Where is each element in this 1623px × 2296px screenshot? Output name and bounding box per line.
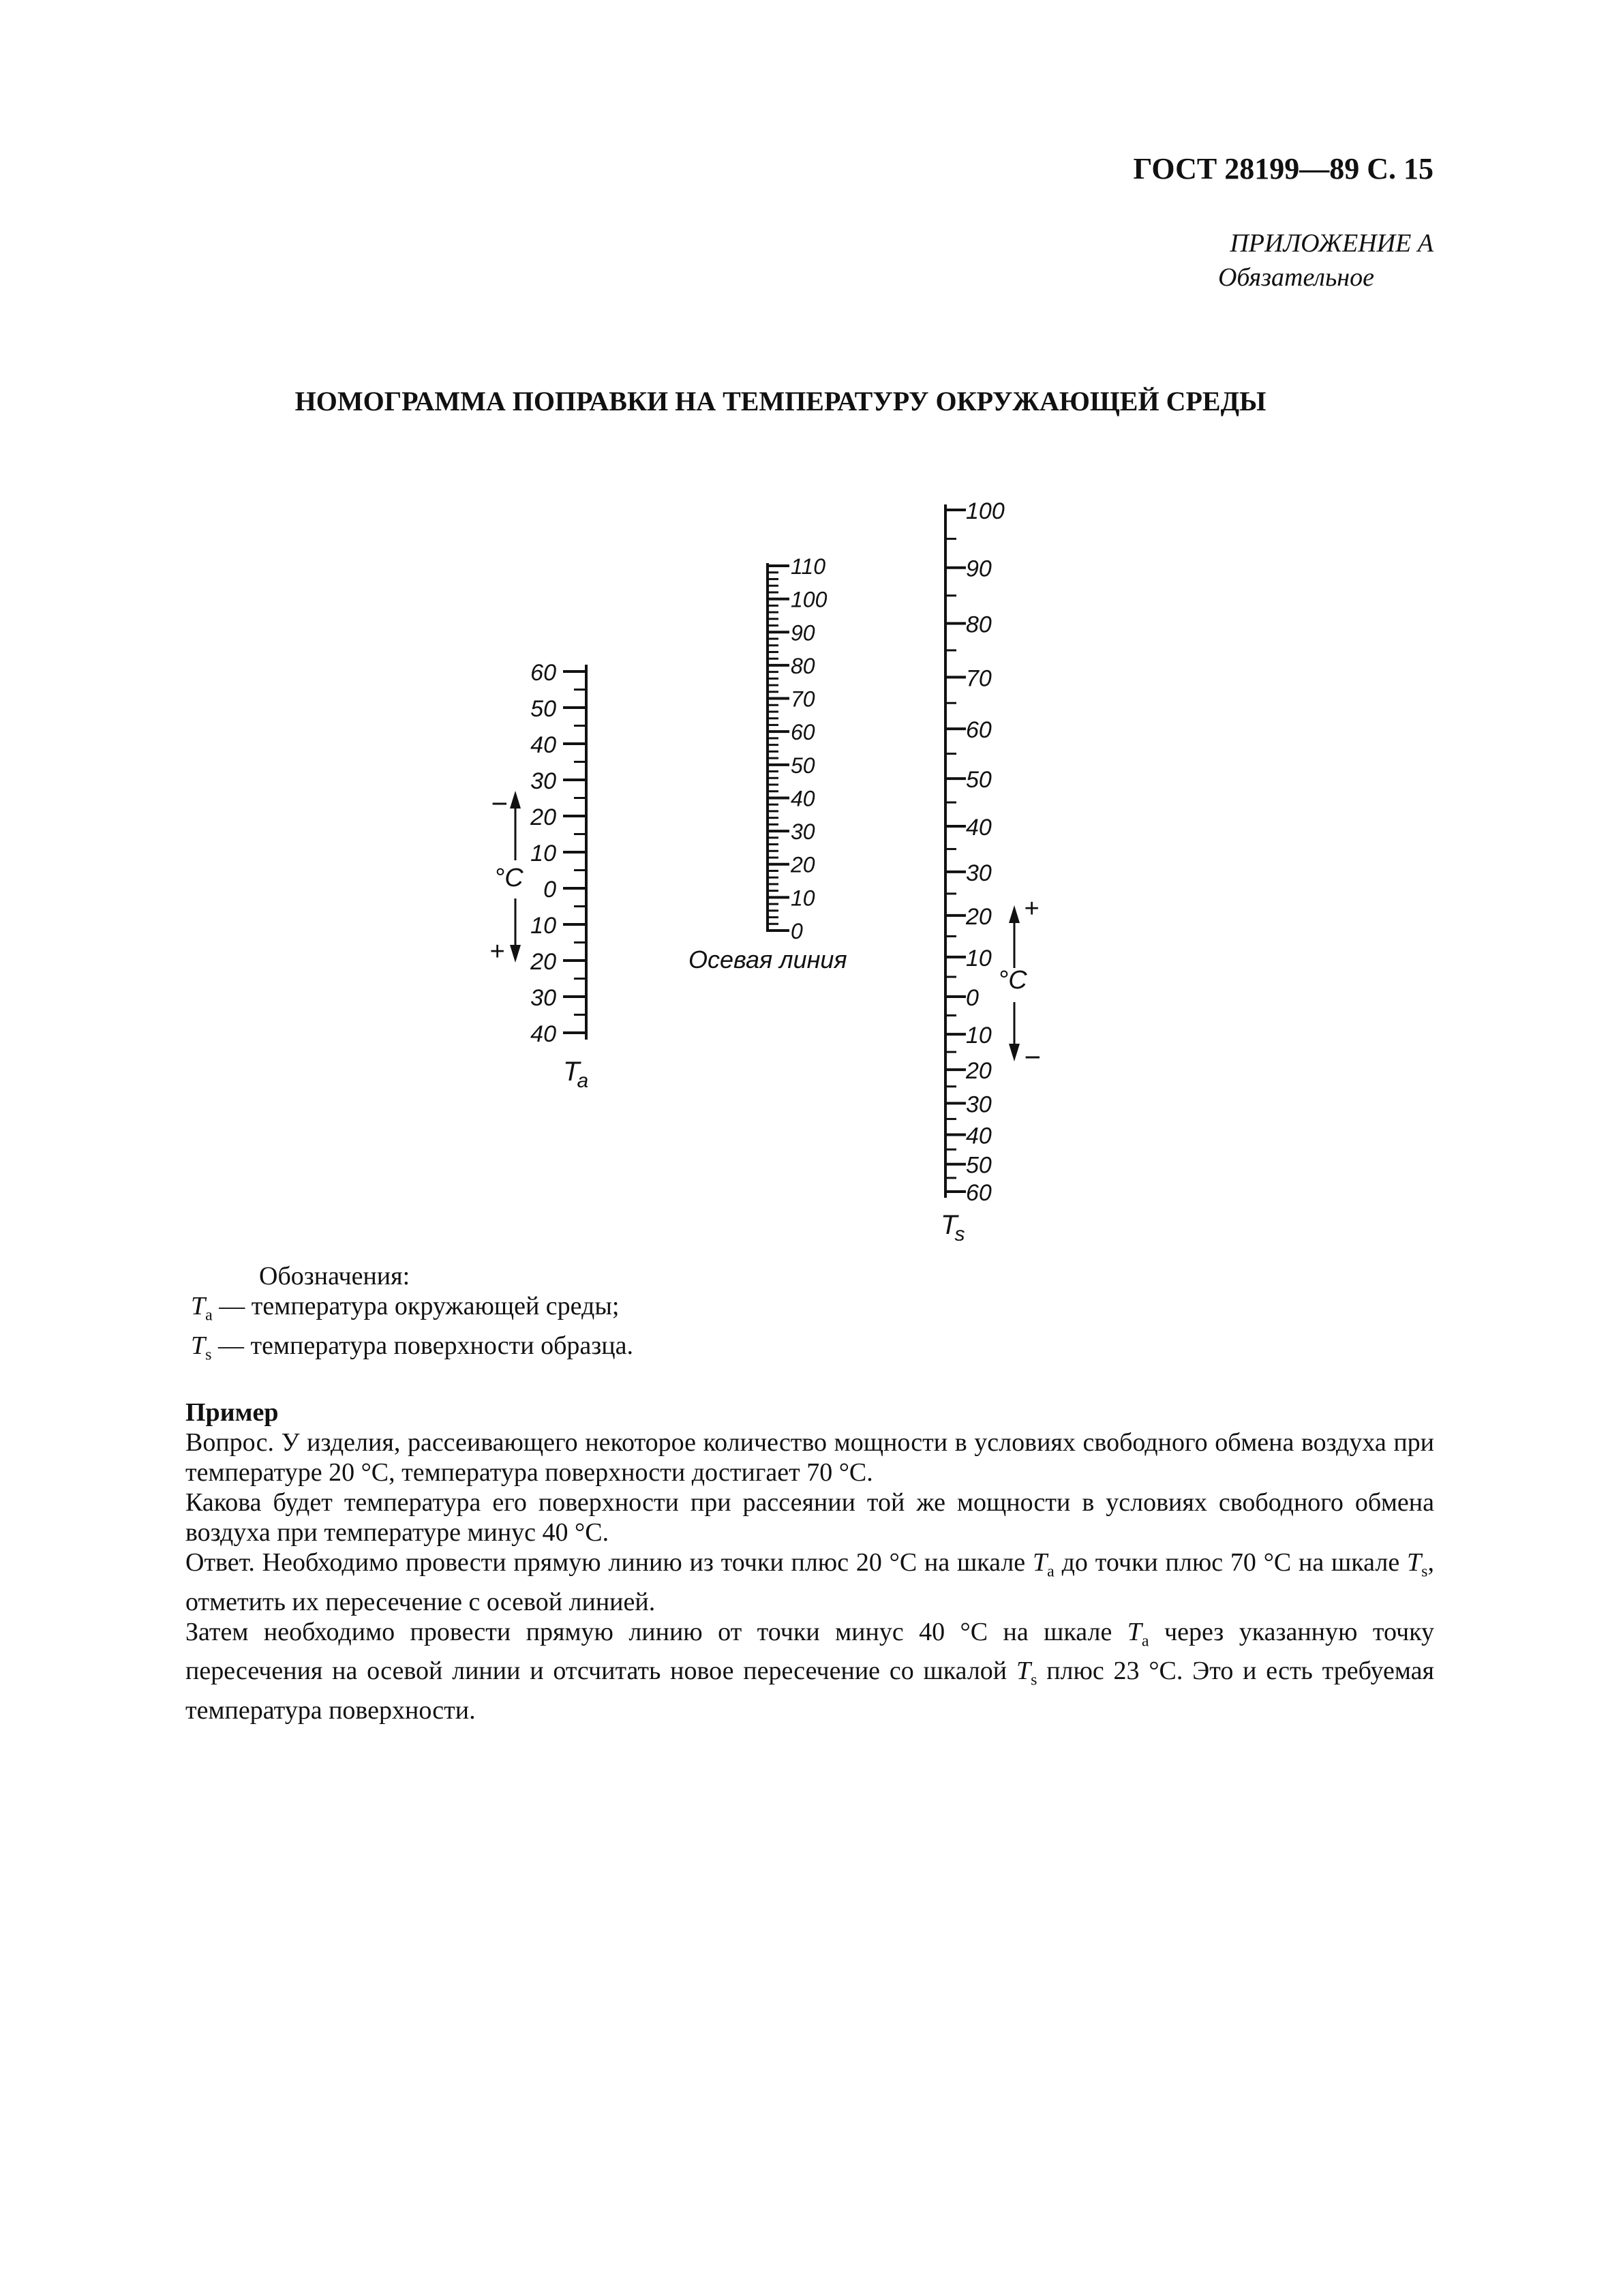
ts-down-arrowhead-icon	[1009, 1044, 1020, 1061]
axis-tick-label: 40	[791, 786, 815, 811]
ts-tick-label: 100	[966, 498, 1005, 524]
ta-plus-sign: +	[489, 937, 505, 966]
ta-scale-symbol: Ta	[563, 1057, 589, 1092]
ts-tick-label: 50	[966, 767, 992, 794]
legend-item-ts: $T_s$ — температура поверхности образца.	[191, 1331, 633, 1364]
ts-tick-label: 90	[966, 556, 992, 582]
ta-tick-label: 10	[530, 841, 556, 866]
ts-tick-label: 70	[966, 665, 992, 692]
legend-item-ta: $T_a$ — температура окружающей среды;	[191, 1292, 620, 1325]
ta-down-arrowhead-icon	[510, 945, 521, 963]
ts-tick-label: 10	[966, 1023, 992, 1049]
ts-scale-symbol: Ts	[941, 1210, 965, 1241]
axis-tick-label: 110	[791, 554, 826, 579]
ts-scale	[945, 498, 1005, 1206]
axis-tick-label: 100	[791, 587, 828, 612]
axis-tick-label: 80	[791, 653, 815, 678]
ta-tick-label: 30	[530, 768, 556, 794]
example-answer: Ответ. Необходимо провести прямую линию из точки плюс 20 °С на шкале $T_a$ до точки плюс 70 °С на шкале $T_s$, отметить их пересечение с осевой линией.	[185, 1548, 1434, 1616]
ta-tick-label: 20	[530, 949, 556, 975]
ts-tick-label: 30	[966, 860, 992, 886]
ta-tick-label: 30	[530, 985, 556, 1011]
ts-tick-label: 10	[966, 945, 992, 971]
axis-tick-label: 90	[791, 620, 815, 646]
legend-heading: Обозначения:	[259, 1262, 410, 1290]
ta-unit-label: °C	[494, 864, 524, 892]
example-heading: Пример	[185, 1398, 279, 1427]
axis-scale	[768, 554, 828, 943]
ts-tick-label: 0	[966, 984, 979, 1011]
ts-tick-label: 20	[966, 1058, 992, 1085]
ta-tick-label: 40	[530, 732, 556, 758]
axis-tick-label: 50	[791, 753, 815, 778]
ta-tick-label: 50	[530, 696, 556, 722]
axis-tick-label: 30	[791, 819, 815, 845]
legend	[191, 1261, 633, 1370]
ts-tick-label: 60	[966, 1180, 992, 1206]
example-question-2: Какова будет температура его поверхности при рассеянии той же мощности в условиях свободного обмена воздуха при температуре минус 40 °С.	[185, 1488, 1434, 1547]
ta-tick-label: 10	[530, 913, 556, 939]
ts-tick-label: 50	[966, 1152, 992, 1179]
example-answer-2: Затем необходимо провести прямую линию от точки минус 40 °С на шкале $T_a$ через указанную точку пересечения на осевой линии и отсчитать новое пересечение со шкалой $T_s$ плюс 23 °С. Это и есть требуемая температура поверхности.	[185, 1617, 1434, 1725]
ts-minus-sign: −	[1024, 1041, 1041, 1073]
ta-tick-label: 0	[543, 877, 556, 903]
ts-up-arrowhead-icon	[1009, 905, 1020, 923]
ts-tick-label: 80	[966, 611, 992, 638]
ta-tick-label: 20	[530, 804, 556, 830]
ts-plus-sign: +	[1024, 894, 1040, 923]
ts-tick-label: 40	[966, 1123, 992, 1149]
ta-tick-label: 40	[530, 1021, 556, 1047]
ta-minus-sign: −	[491, 787, 508, 819]
ta-scale	[530, 660, 586, 1047]
ts-tick-label: 30	[966, 1091, 992, 1118]
ta-up-arrowhead-icon	[510, 791, 521, 809]
axis-tick-label: 70	[791, 686, 815, 712]
appendix-label: ПРИЛОЖЕНИЕ А	[1230, 229, 1434, 258]
axis-tick-label: 60	[791, 720, 815, 745]
ta-tick-label: 60	[530, 660, 556, 686]
example-question: Вопрос. У изделия, рассеивающего некоторое количество мощности в условиях свободного обмена воздуха при температуре 20 °С, температура поверхности достигает 70 °С.	[185, 1428, 1434, 1487]
ts-tick-label: 20	[966, 903, 992, 930]
ts-tick-label: 60	[966, 717, 992, 744]
axis-tick-label: 20	[791, 852, 815, 877]
appendix-status: Обязательное	[1217, 263, 1374, 292]
page-title: НОМОГРАММА ПОПРАВКИ НА ТЕМПЕРАТУРУ ОКРУЖАЮЩЕЙ СРЕДЫ	[294, 386, 1266, 417]
example-section	[185, 1398, 1434, 1725]
axis-tick-label: 10	[791, 886, 815, 911]
ts-tick-label: 40	[966, 814, 992, 841]
axis-tick-label: 0	[791, 919, 803, 943]
ts-unit-label: °C	[998, 966, 1027, 995]
document-code: ГОСТ 28199—89 С. 15	[1133, 152, 1434, 185]
axis-caption: Осевая линия	[688, 946, 847, 973]
